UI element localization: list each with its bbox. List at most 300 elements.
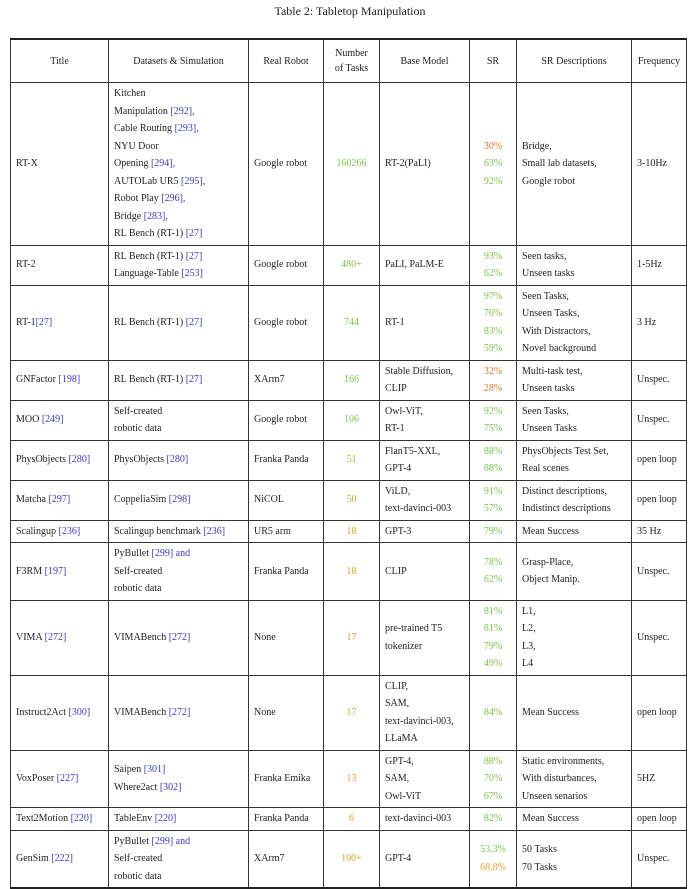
robot-text: Franka Panda — [254, 565, 309, 577]
robot-text: UR5 arm — [254, 525, 291, 537]
citation-link[interactable]: [272] — [168, 706, 191, 718]
sr-cell — [470, 600, 517, 675]
title-cell — [11, 285, 109, 360]
model-cell — [380, 830, 470, 888]
model-line: text-davinci-003 — [385, 813, 452, 824]
citation-link[interactable]: [302] — [159, 781, 182, 793]
sr-description: Bridge, — [522, 140, 552, 152]
frequency-cell — [632, 285, 687, 360]
dataset-line: TableEnv [220] — [114, 813, 177, 824]
frequency-cell — [632, 360, 687, 400]
sr-value: 30% — [483, 140, 503, 152]
citation-link[interactable]: [293], — [174, 123, 199, 134]
datasets-cell — [109, 675, 249, 750]
table-row — [11, 808, 687, 831]
column-header: SR Descriptions — [517, 39, 632, 83]
model-cell — [380, 750, 470, 808]
dataset-line: Saipen [301] — [114, 764, 166, 776]
frequency-text: 35 Hz — [637, 525, 662, 537]
title-cell — [11, 520, 109, 543]
robot-cell — [249, 360, 324, 400]
title-text: RT-X — [16, 158, 38, 169]
frequency-text: Unspec. — [637, 374, 670, 386]
sr-value: 57% — [483, 503, 503, 514]
sr-value: 28% — [483, 383, 503, 394]
sr-cell — [470, 83, 517, 246]
tasks-cell — [324, 808, 380, 831]
citation-link[interactable]: [220] — [154, 813, 177, 824]
column-header: Frequency — [632, 39, 687, 83]
tasks-cell — [324, 675, 380, 750]
tasks-cell — [324, 360, 380, 400]
datasets-cell — [109, 480, 249, 520]
sr-description: Seen Tasks, — [522, 290, 569, 302]
sr-value: 62% — [483, 268, 503, 279]
model-cell — [380, 520, 470, 543]
frequency-cell — [632, 245, 687, 285]
table-row — [11, 440, 687, 480]
sr-description: Unseen Tasks, — [522, 308, 580, 319]
tasks-value: 480+ — [341, 259, 362, 271]
sr-value: 62% — [483, 574, 503, 586]
title-text: Scalingup [236] — [16, 525, 81, 537]
dataset-line: robotic data — [114, 583, 162, 594]
model-line: tokenizer — [385, 640, 423, 652]
table-caption: Table 2: Tabletop Manipulation — [274, 4, 426, 18]
robot-text: Google robot — [254, 414, 308, 426]
model-line: Owl-ViT, — [385, 405, 423, 417]
sr-description: Grasp-Place, — [522, 556, 574, 568]
tasks-value: 18 — [346, 525, 357, 537]
sr-description: Unseen tasks — [522, 268, 575, 279]
citation-link[interactable]: [272] — [44, 631, 67, 643]
tasks-value: 18 — [346, 565, 357, 577]
sr-cell — [470, 543, 517, 601]
citation-link[interactable]: [227] — [56, 773, 79, 784]
dataset-line: Self-created — [114, 853, 163, 864]
dataset-line: Cable Routing [293], — [114, 123, 199, 134]
dataset-line: Scalingup benchmark [236] — [114, 525, 226, 537]
table-row — [11, 520, 687, 543]
sr-cell — [470, 675, 517, 750]
citation-link[interactable]: [299] and — [151, 548, 191, 559]
datasets-cell — [109, 543, 249, 601]
tasks-value: 13 — [346, 773, 357, 784]
sr-description: Distinct descriptions, — [522, 485, 607, 497]
model-cell — [380, 360, 470, 400]
title-text: RT-2 — [16, 259, 36, 271]
model-cell — [380, 440, 470, 480]
model-line: RT-2(PaLI) — [385, 158, 431, 169]
sr-desc-cell — [517, 440, 632, 480]
sr-description: Mean Success — [522, 706, 579, 718]
sr-description: With Distractors, — [522, 325, 591, 337]
dataset-line: PyBullet [299] and — [114, 835, 191, 847]
robot-text: Franka Panda — [254, 454, 309, 466]
citation-link[interactable]: [300] — [68, 706, 91, 718]
citation-link[interactable]: [198] — [58, 374, 81, 386]
tasks-cell — [324, 750, 380, 808]
sr-desc-cell — [517, 600, 632, 675]
sr-desc-cell — [517, 520, 632, 543]
frequency-text: Unspec. — [637, 853, 670, 864]
table-row — [11, 245, 687, 285]
frequency-cell — [632, 520, 687, 543]
model-line: GPT-4 — [385, 853, 412, 864]
sr-cell — [470, 360, 517, 400]
tasks-value: 17 — [346, 706, 357, 718]
sr-description: 70 Tasks — [522, 861, 557, 873]
model-line: ViLD, — [385, 485, 411, 497]
sr-value: 49% — [483, 658, 503, 669]
frequency-cell — [632, 600, 687, 675]
column-header: SR — [470, 39, 517, 83]
sr-description: Static environments, — [522, 755, 605, 767]
dataset-line: robotic data — [114, 870, 162, 882]
sr-desc-cell — [517, 360, 632, 400]
table-header-row — [11, 39, 687, 83]
dataset-line: VIMABench [272] — [114, 706, 191, 718]
sr-desc-cell — [517, 400, 632, 440]
robot-cell — [249, 830, 324, 888]
sr-value: 97% — [483, 290, 503, 302]
datasets-cell — [109, 520, 249, 543]
sr-value: 93% — [483, 250, 503, 262]
model-line: GPT-3 — [385, 525, 412, 537]
datasets-cell — [109, 245, 249, 285]
model-line: LLaMA — [385, 733, 418, 744]
title-cell — [11, 600, 109, 675]
sr-cell — [470, 480, 517, 520]
sr-value: 83% — [483, 325, 503, 337]
citation-link[interactable]: [283], — [143, 210, 168, 222]
model-cell — [380, 808, 470, 831]
sr-description: L3, — [522, 640, 536, 652]
column-header: Number of Tasks — [324, 39, 380, 83]
citation-link[interactable]: [222] — [51, 853, 73, 864]
citation-link[interactable]: [301] — [143, 764, 166, 776]
tasks-value: 100+ — [341, 853, 362, 864]
tasks-value: 744 — [344, 316, 359, 328]
dataset-line: Bridge [283], — [114, 210, 168, 222]
tasks-cell — [324, 440, 380, 480]
model-cell — [380, 675, 470, 750]
title-cell — [11, 675, 109, 750]
citation-link[interactable]: [249] — [41, 414, 64, 426]
sr-description: Small lab datasets, — [522, 158, 597, 169]
datasets-cell — [109, 808, 249, 831]
table-row — [11, 480, 687, 520]
robot-text: Google robot — [254, 158, 308, 169]
table-row — [11, 543, 687, 601]
dataset-line: Language-Table [253] — [114, 268, 203, 279]
sr-description: L2, — [522, 623, 536, 634]
dataset-line: Kitchen — [114, 88, 146, 99]
tasks-value: 51 — [346, 454, 357, 466]
model-line: CLIP — [385, 565, 407, 577]
sr-value: 75% — [483, 423, 503, 434]
sr-desc-cell — [517, 830, 632, 888]
dataset-line: VIMABench [272] — [114, 631, 191, 643]
robot-text: Google robot — [254, 259, 308, 271]
frequency-text: open loop — [637, 454, 677, 466]
frequency-text: Unspec. — [637, 565, 670, 577]
datasets-cell — [109, 83, 249, 246]
sr-desc-cell — [517, 750, 632, 808]
sr-value: 81% — [483, 605, 503, 617]
robot-text: None — [254, 706, 276, 718]
model-line: Owl-ViT — [385, 790, 422, 802]
frequency-text: 5HZ — [637, 773, 656, 784]
citation-link[interactable]: [280] — [68, 454, 91, 466]
sr-cell — [470, 400, 517, 440]
sr-description: Indistinct descriptions — [522, 503, 611, 514]
citation-link[interactable]: [295], — [181, 175, 206, 187]
frequency-text: open loop — [637, 813, 677, 824]
dataset-line: RL Bench (RT-1) [27] — [114, 374, 203, 386]
sr-value: 79% — [483, 640, 503, 652]
sr-desc-cell — [517, 808, 632, 831]
table-row — [11, 285, 687, 360]
robot-text: Google robot — [254, 316, 308, 328]
sr-value: 78% — [483, 556, 503, 568]
tasks-value: 160266 — [336, 158, 367, 169]
citation-link[interactable]: [27] — [35, 316, 53, 328]
tasks-cell — [324, 520, 380, 543]
frequency-cell — [632, 400, 687, 440]
sr-description: With disturbances, — [522, 773, 597, 784]
sr-description: Mean Success — [522, 525, 579, 537]
model-line: FlanT5-XXL, — [385, 445, 441, 457]
column-header: Real Robot — [249, 39, 324, 83]
table-row — [11, 830, 687, 888]
dataset-line: PyBullet [299] and — [114, 548, 191, 559]
title-cell — [11, 440, 109, 480]
tasks-cell — [324, 245, 380, 285]
sr-value: 81% — [483, 623, 503, 634]
tasks-cell — [324, 400, 380, 440]
sr-value: 63% — [483, 158, 503, 169]
sr-desc-cell — [517, 285, 632, 360]
sr-desc-cell — [517, 675, 632, 750]
column-header: Title — [11, 39, 109, 83]
model-line: RT-1 — [385, 423, 405, 434]
frequency-cell — [632, 480, 687, 520]
robot-text: Franka Emika — [254, 773, 311, 784]
sr-value: 68.8% — [480, 861, 506, 873]
datasets-cell — [109, 285, 249, 360]
sr-value: 91% — [483, 485, 503, 497]
sr-value: 70% — [483, 773, 503, 784]
citation-link[interactable]: [298] — [168, 494, 191, 506]
robot-text: XArm7 — [254, 374, 285, 386]
dataset-line: RL Bench (RT-1) [27] — [114, 250, 203, 262]
tabletop-manipulation-table — [10, 38, 687, 889]
title-text: MOO [249] — [16, 414, 64, 426]
dataset-line: Robot Play [296], — [114, 193, 186, 204]
sr-description: Seen Tasks, — [522, 405, 569, 417]
model-line: GPT-4, — [385, 755, 414, 767]
model-line: SAM, — [385, 698, 410, 709]
citation-link[interactable]: [272] — [168, 631, 191, 643]
model-cell — [380, 285, 470, 360]
citation-link[interactable]: [296], — [161, 193, 186, 204]
citation-link[interactable]: [27] — [185, 228, 203, 239]
sr-value: 88% — [483, 445, 503, 457]
dataset-line: RL Bench (RT-1) [27] — [114, 316, 203, 328]
sr-description: Real scenes — [522, 463, 569, 474]
model-line: text-davinci-003 — [385, 503, 452, 514]
robot-text: XArm7 — [254, 853, 285, 864]
dataset-line: PhysObjects [280] — [114, 454, 189, 466]
frequency-cell — [632, 830, 687, 888]
sr-cell — [470, 245, 517, 285]
title-text: F3RM [197] — [16, 565, 67, 577]
sr-description: Seen tasks, — [522, 250, 567, 262]
datasets-cell — [109, 600, 249, 675]
dataset-line: Self-created — [114, 565, 163, 577]
robot-cell — [249, 600, 324, 675]
citation-link[interactable]: [27] — [185, 374, 203, 386]
sr-desc-cell — [517, 543, 632, 601]
datasets-cell — [109, 400, 249, 440]
citation-link[interactable]: [197] — [44, 565, 67, 577]
title-text: GenSim [222] — [16, 853, 73, 864]
model-cell — [380, 245, 470, 285]
sr-value: 79% — [483, 525, 503, 537]
sr-desc-cell — [517, 83, 632, 246]
sr-value: 59% — [483, 343, 503, 354]
table-row — [11, 600, 687, 675]
citation-link[interactable]: [299] and — [151, 835, 191, 847]
tasks-value: 166 — [344, 374, 359, 386]
datasets-cell — [109, 750, 249, 808]
dataset-line: NYU Door — [114, 140, 159, 152]
sr-cell — [470, 285, 517, 360]
dataset-line: Manipulation [292], — [114, 105, 195, 117]
title-text: Matcha [297] — [16, 494, 71, 506]
sr-value: 84% — [483, 706, 503, 718]
tasks-value: 17 — [346, 631, 357, 643]
citation-link[interactable]: [236] — [203, 525, 226, 537]
title-text: RT-1[27] — [16, 316, 53, 328]
robot-cell — [249, 83, 324, 246]
title-text: PhysObjects [280] — [16, 454, 91, 466]
column-header: Base Model — [380, 39, 470, 83]
frequency-cell — [632, 808, 687, 831]
table-body — [11, 83, 687, 889]
title-cell — [11, 808, 109, 831]
tasks-cell — [324, 600, 380, 675]
citation-link[interactable]: [280] — [166, 454, 189, 466]
table-row — [11, 400, 687, 440]
title-cell — [11, 360, 109, 400]
citation-link[interactable]: [236] — [58, 525, 81, 537]
datasets-cell — [109, 360, 249, 400]
model-line: CLIP — [385, 383, 407, 394]
sr-description: Unseen senarios — [522, 790, 588, 802]
model-cell — [380, 543, 470, 601]
sr-value: 32% — [483, 365, 503, 377]
column-header: Datasets & Simulation — [109, 39, 249, 83]
sr-value: 92% — [483, 405, 503, 417]
sr-desc-cell — [517, 480, 632, 520]
title-text: VoxPoser [227] — [16, 773, 79, 784]
dataset-line: RL Bench (RT-1) [27] — [114, 228, 203, 239]
tasks-value: 50 — [346, 494, 357, 506]
title-cell — [11, 830, 109, 888]
datasets-cell — [109, 830, 249, 888]
tasks-value: 6 — [349, 813, 354, 824]
dataset-line: Where2act [302] — [114, 781, 182, 793]
sr-value: 67% — [483, 790, 503, 802]
title-text: VIMA [272] — [16, 631, 67, 643]
frequency-text: 3 Hz — [637, 316, 657, 328]
citation-link[interactable]: [253] — [181, 268, 203, 279]
dataset-line: AUTOLab UR5 [295], — [114, 175, 206, 187]
sr-value: 92% — [483, 175, 503, 187]
sr-description: Unseen Tasks — [522, 423, 577, 434]
title-cell — [11, 245, 109, 285]
sr-value: 88% — [483, 755, 503, 767]
frequency-text: 3-10Hz — [637, 158, 667, 169]
title-cell — [11, 83, 109, 246]
citation-link[interactable]: [27] — [185, 250, 203, 262]
sr-description: 50 Tasks — [522, 844, 557, 856]
frequency-text: Unspec. — [637, 414, 670, 426]
title-text: Text2Motion [220] — [16, 813, 93, 824]
frequency-text: Unspec. — [637, 631, 670, 643]
robot-cell — [249, 808, 324, 831]
title-text: GNFactor [198] — [16, 374, 81, 386]
citation-link[interactable]: [294], — [150, 158, 176, 169]
dataset-line: CoppeliaSim [298] — [114, 494, 191, 506]
table-row — [11, 750, 687, 808]
sr-desc-cell — [517, 245, 632, 285]
model-line: CLIP, — [385, 680, 409, 692]
model-line: RT-1 — [385, 316, 405, 328]
robot-cell — [249, 400, 324, 440]
sr-description: Multi-task test, — [522, 365, 583, 377]
sr-description: Google robot — [522, 175, 576, 187]
model-cell — [380, 600, 470, 675]
tasks-cell — [324, 83, 380, 246]
frequency-cell — [632, 675, 687, 750]
robot-cell — [249, 750, 324, 808]
model-cell — [380, 480, 470, 520]
tasks-cell — [324, 285, 380, 360]
title-text: Instruct2Act [300] — [16, 706, 91, 718]
citation-link[interactable]: [27] — [185, 316, 203, 328]
sr-value: 76% — [483, 308, 503, 319]
datasets-cell — [109, 440, 249, 480]
title-cell — [11, 480, 109, 520]
tasks-cell — [324, 480, 380, 520]
table-row — [11, 360, 687, 400]
citation-link[interactable]: [292], — [170, 105, 195, 117]
dataset-line: Opening [294], — [114, 158, 176, 169]
citation-link[interactable]: [220] — [70, 813, 93, 824]
model-cell — [380, 83, 470, 246]
robot-cell — [249, 440, 324, 480]
sr-description: Object Manip. — [522, 574, 580, 586]
tasks-value: 106 — [344, 414, 359, 426]
robot-text: NiCOL — [254, 494, 284, 506]
citation-link[interactable]: [297] — [48, 494, 71, 506]
sr-cell — [470, 750, 517, 808]
sr-cell — [470, 808, 517, 831]
robot-text: Franka Panda — [254, 813, 309, 824]
